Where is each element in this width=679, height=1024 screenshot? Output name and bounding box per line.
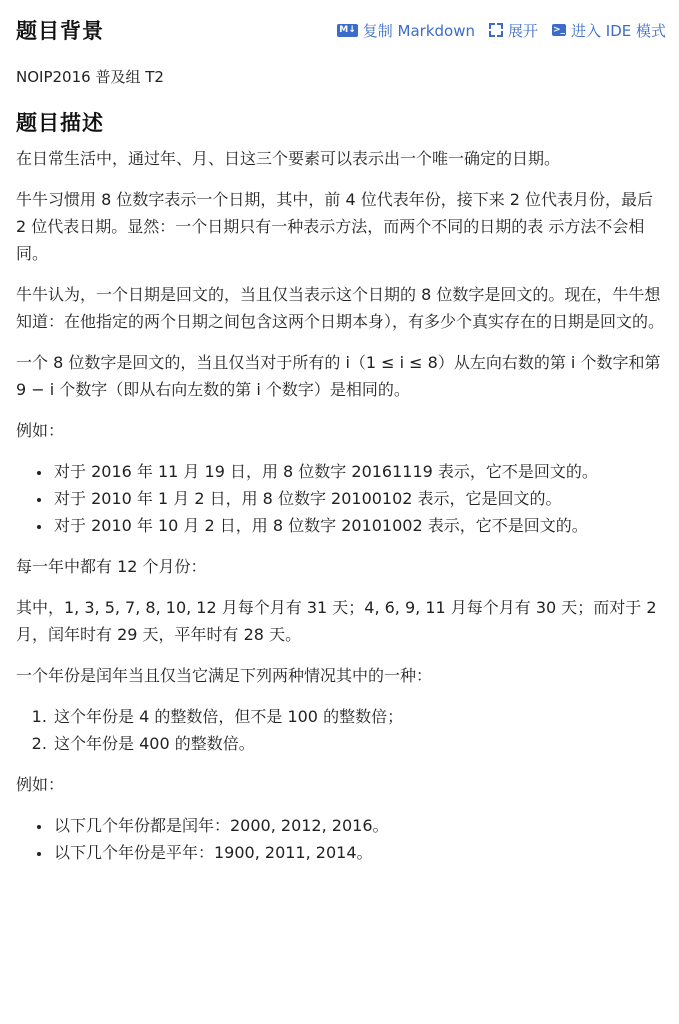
description-paragraph-1: 在日常生活中，通过年、月、日这三个要素可以表示出一个唯一确定的日期。: [16, 149, 561, 168]
markdown-icon: M↓: [339, 24, 356, 35]
example-list-1: [16, 458, 666, 539]
description-paragraph-4: 一个 8 位数字是回文的，当且仅当对于所有的 i（1 ≤ i ≤ 8）从左向右数的第 i 个数字和第 9 − i 个数字（即从右向左数的第 i 个数字）是相同的。: [16, 353, 661, 399]
description-paragraph-6: 其中，1, 3, 5, 7, 8, 10, 12 月每个月有 31 天；4, 6, 9, 11 月每个月有 30 天；而对于 2 月，闰年时有 29 天，平年时有 28 天。: [16, 598, 657, 644]
list-item: • 对于 2010 年 10 月 2 日，用 8 位数字 20101002 表示，它不是回文的。: [52, 512, 666, 539]
description-paragraph-2: 牛牛习惯用 8 位数字表示一个日期，其中，前 4 位代表年份，接下来 2 位代表月份，最后 2 位代表日期。显然：一个日期只有一种表示方法，而两个不同的日期的表 示方法不会相同。: [16, 190, 654, 263]
example-label-1: 例如：: [16, 421, 65, 440]
background-text: NOIP2016 普及组 T2: [16, 68, 164, 86]
description-paragraph-5: 每一年中都有 12 个月份：: [16, 557, 207, 576]
list-item: 2. 这个年份是 400 的整数倍。: [52, 730, 666, 757]
list-item: • 以下几个年份是平年：1900, 2011, 2014。: [52, 839, 666, 866]
enter-ide-label: 进入 IDE 模式: [571, 21, 666, 40]
expand-icon: [489, 23, 503, 37]
example-list-2: [16, 812, 666, 866]
background-title: 题目背景: [16, 19, 104, 43]
list-item: • 以下几个年份都是闰年：2000, 2012, 2016。: [52, 812, 666, 839]
background-header: [16, 10, 666, 50]
description-paragraph-7: 一个年份是闰年当且仅当它满足下列两种情况其中的一种：: [16, 666, 433, 685]
copy-markdown-button[interactable]: [337, 20, 475, 41]
description-paragraph-3: 牛牛认为，一个日期是回文的，当且仅当表示这个日期的 8 位数字是回文的。现在，牛牛想知道：在他指定的两个日期之间包含这两个日期本身），有多少个真实存在的日期是回文的。: [16, 285, 665, 331]
list-item: 1. 这个年份是 4 的整数倍，但不是 100 的整数倍；: [52, 703, 666, 730]
terminal-icon: >_: [552, 25, 566, 35]
leap-year-rules: [16, 703, 666, 757]
copy-markdown-label: 复制 Markdown: [362, 21, 475, 40]
list-item: • 对于 2010 年 1 月 2 日，用 8 位数字 20100102 表示，它是回文的。: [52, 485, 666, 512]
expand-label: 展开: [507, 21, 538, 40]
expand-button[interactable]: [489, 20, 538, 41]
statement-actions: [337, 20, 666, 41]
problem-statement: [16, 10, 666, 866]
enter-ide-button[interactable]: [552, 20, 666, 41]
list-item: • 对于 2016 年 11 月 19 日，用 8 位数字 20161119 表示，它不是回文的。: [52, 458, 666, 485]
example-label-2: 例如：: [16, 775, 65, 794]
description-title: 题目描述: [16, 111, 104, 135]
